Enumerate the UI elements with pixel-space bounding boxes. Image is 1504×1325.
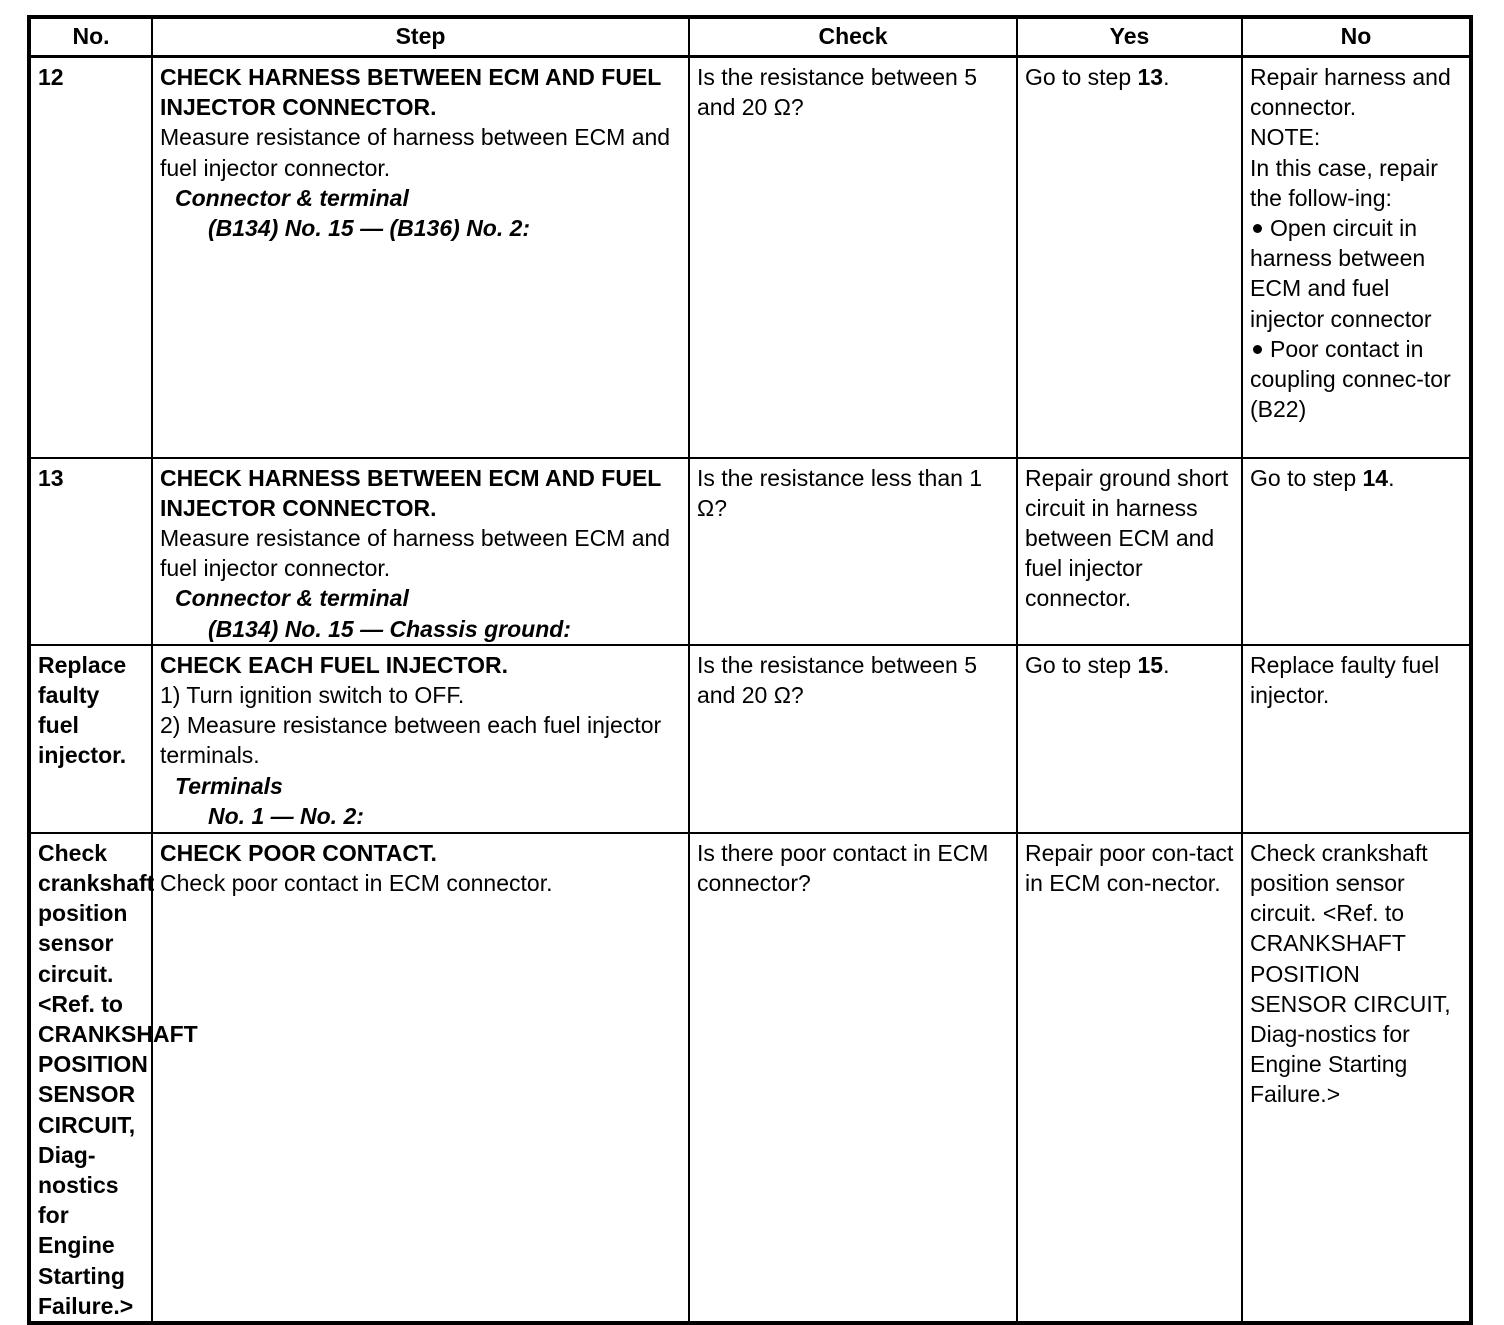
step-label: Terminals xyxy=(175,772,283,799)
yes-prefix: Go to step xyxy=(1025,64,1138,90)
diagnostic-table xyxy=(27,15,1473,1325)
step-title: CHECK EACH FUEL INJECTOR. xyxy=(160,651,509,678)
step-spec: (B134) No. 15 — Chassis ground: xyxy=(208,615,571,642)
table-row-15 xyxy=(29,833,1471,1323)
header-step: Step xyxy=(152,17,689,57)
yes-cell: Go to step 15. xyxy=(1017,645,1242,833)
check-cell: Is the resistance less than 1 Ω? xyxy=(689,458,1017,645)
yes-prefix: Go to step xyxy=(1025,651,1138,678)
check-cell: Is the resistance between 5 and 20 Ω? xyxy=(689,645,1017,833)
check-cell: Is the resistance between 5 and 20 Ω? xyxy=(689,57,1017,458)
step-text: Measure resistance of harness between ECM and fuel injector connector. xyxy=(160,524,671,582)
row-number: 12 xyxy=(29,57,152,458)
step-label: Connector & terminal xyxy=(175,585,409,612)
no-bullet-text: Poor contact in coupling connec-tor (B22) xyxy=(1250,335,1451,423)
step-title: CHECK HARNESS BETWEEN ECM AND FUEL INJECTOR CONNECTOR. xyxy=(160,64,661,121)
step-label: Connector & terminal xyxy=(175,184,409,211)
check-cell: Is there poor contact in ECM connector? xyxy=(689,833,1017,1323)
step-cell xyxy=(152,645,689,833)
table-row-13 xyxy=(29,458,1471,645)
step-cell xyxy=(152,833,689,1323)
step-spec: No. 1 — No. 2: xyxy=(208,802,364,829)
yes-step-number: 15 xyxy=(1137,651,1164,678)
yes-step-number: 13 xyxy=(1137,64,1164,90)
bullet-icon xyxy=(1253,345,1262,354)
no-prefix: Go to step xyxy=(1250,464,1363,491)
row-number: Replace faulty fuel injector. xyxy=(29,645,152,833)
row-number: Check crankshaft position sensor circuit. <Ref. to CRANKSHAFT POSITION SENSOR CIRCUIT, Diag-nostics for Engine Starting Failure.> xyxy=(29,833,152,1323)
no-cell: Replace faulty fuel injector. xyxy=(1242,645,1471,833)
step-text: Measure resistance of harness between ECM and fuel injector connector. xyxy=(160,124,671,181)
no-note-label: NOTE: xyxy=(1250,124,1321,151)
no-cell xyxy=(1242,57,1471,458)
no-bullet-item xyxy=(1250,334,1462,425)
step-title: CHECK POOR CONTACT. xyxy=(160,839,437,866)
step-cell xyxy=(152,458,689,645)
row-number: 13 xyxy=(29,458,152,645)
step-line-1: 1) Turn ignition switch to OFF. xyxy=(160,681,465,708)
no-cell: Check crankshaft position sensor circuit. <Ref. to CRANKSHAFT POSITION SENSOR CIRCUIT, Diag-nostics for Engine Starting Failure.> xyxy=(1242,833,1471,1323)
table-header xyxy=(29,17,1471,57)
step-line-2: 2) Measure resistance between each fuel injector terminals. xyxy=(160,712,662,769)
step-title: CHECK HARNESS BETWEEN ECM AND FUEL INJECTOR CONNECTOR. xyxy=(160,464,661,521)
step-text: Check poor contact in ECM connector. xyxy=(160,869,553,896)
table-row-14 xyxy=(29,645,1471,833)
header-check: Check xyxy=(689,17,1017,57)
table-row-12 xyxy=(29,57,1471,458)
step-cell xyxy=(152,57,689,458)
no-text-1: Repair harness and connector. xyxy=(1250,64,1451,121)
yes-cell: Go to step 13. xyxy=(1017,57,1242,458)
no-text-2: In this case, repair the follow-ing: xyxy=(1250,154,1438,211)
yes-cell: Repair poor con-tact in ECM con-nector. xyxy=(1017,833,1242,1323)
bullet-icon xyxy=(1253,224,1262,233)
header-no: No. xyxy=(29,17,152,57)
step-spec: (B134) No. 15 — (B136) No. 2: xyxy=(208,215,531,242)
yes-cell: Repair ground short circuit in harness between ECM and fuel injector connector. xyxy=(1017,458,1242,645)
header-no-result: No xyxy=(1242,17,1471,57)
no-bullet-text: Open circuit in harness between ECM and fuel injector connector xyxy=(1250,215,1432,332)
no-step-number: 14 xyxy=(1362,464,1389,491)
header-yes: Yes xyxy=(1017,17,1242,57)
no-bullet-item xyxy=(1250,213,1462,334)
no-cell: Go to step 14. xyxy=(1242,458,1471,645)
header-row xyxy=(29,17,1471,57)
